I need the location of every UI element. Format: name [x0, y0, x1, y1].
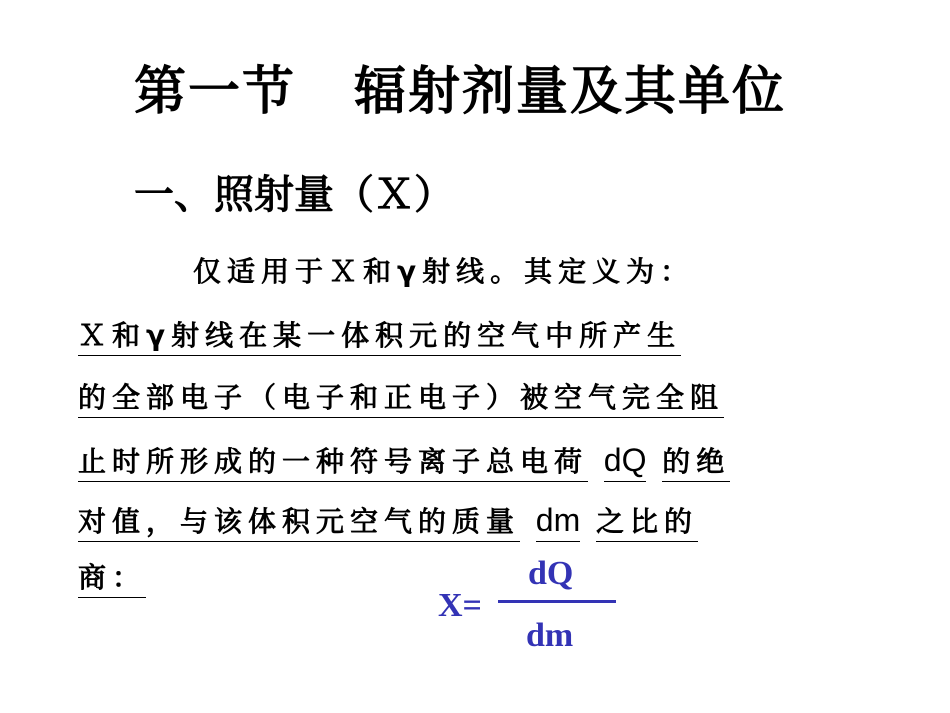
section-number: 第一节 — [134, 62, 297, 122]
definition-line-2: 的全部电子（电子和正电子）被空气完全阻 — [78, 380, 724, 415]
formula-denominator: dm — [526, 617, 574, 654]
formula-lhs: X= — [438, 587, 482, 624]
definition-line-5: 商： — [78, 560, 146, 595]
dq-term: dQ — [604, 442, 647, 482]
section-heading: 辐射剂量及其单位 — [354, 62, 787, 122]
definition-line-3: 止时所形成的一种符号离子总电荷 dQ 的绝 — [78, 440, 730, 480]
fraction-bar — [498, 600, 616, 603]
section-title — [134, 62, 787, 122]
definition-line-4: 对值，与该体积元空气的质量 dm 之比的 — [78, 500, 698, 540]
intro-text: 仅适用于Ｘ和γ射线。其定义为： — [193, 255, 695, 288]
dm-term: dm — [536, 502, 580, 542]
formula-numerator: dQ — [528, 555, 574, 592]
exposure-formula — [438, 555, 638, 665]
subsection-title: 一、照射量（Ｘ） — [134, 172, 454, 218]
definition-line-1: Ｘ和γ射线在某一体积元的空气中所产生 — [78, 318, 681, 353]
